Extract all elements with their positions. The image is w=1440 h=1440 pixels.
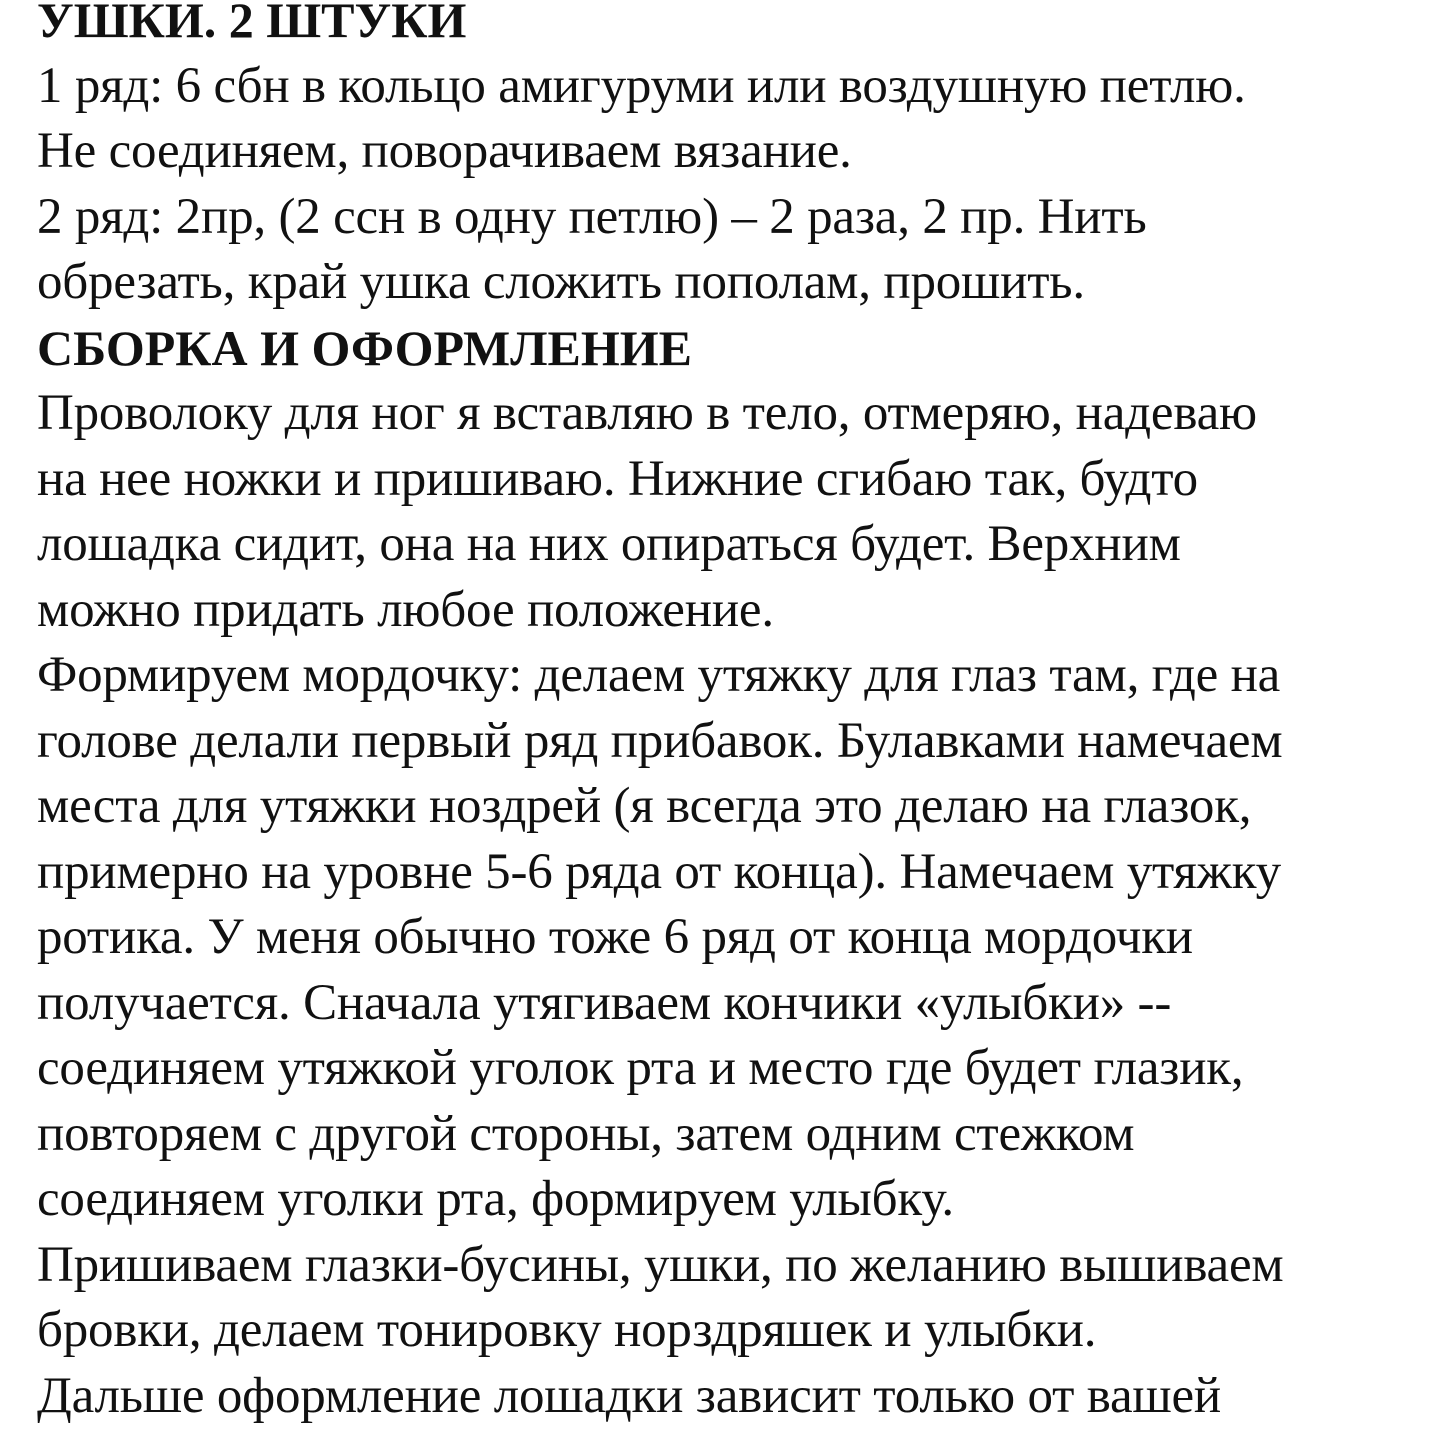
text-line: можно придать любое положение. (37, 581, 774, 638)
text-line: голове делали первый ряд прибавок. Булавками намечаем (37, 712, 1283, 769)
text-line: примерно на уровне 5-6 ряда от конца). Намечаем утяжку (37, 843, 1281, 900)
text-line: бровки, делаем тонировку норздряшек и улыбки. (37, 1302, 1097, 1358)
text-line: Пришиваем глазки-бусины, ушки, по желанию вышиваем (37, 1236, 1284, 1293)
text-line: 2 ряд: 2пр, (2 ссн в одну петлю) – 2 раза, 2 пр. Нить (37, 188, 1147, 245)
section-heading-assembly: СБОРКА И ОФОРМЛЕНИЕ (37, 319, 692, 376)
text-line: ротика. У меня обычно тоже 6 ряд от конца мордочки (37, 909, 1193, 965)
text-line: соединяем утяжкой уголок рта и место где будет глазик, (37, 1040, 1244, 1096)
document-page (37, 0, 1432, 1429)
text-line: Не соединяем, поворачиваем вязание. (37, 123, 852, 179)
text-line: Формируем мордочку: делаем утяжку для глаз там, где на (37, 647, 1281, 703)
text-line: Проволоку для ног я вставляю в тело, отмеряю, надеваю (37, 385, 1257, 441)
text-line: лошадка сидит, она на них опираться будет. Верхним (37, 516, 1181, 572)
text-line: места для утяжки ноздрей (я всегда это делаю на глазок, (37, 778, 1252, 834)
text-line: повторяем с другой стороны, затем одним стежком (37, 1105, 1135, 1162)
text-line: Дальше оформление лошадки зависит только от вашей (37, 1367, 1221, 1424)
section-heading-ears: УШКИ. 2 ШТУКИ (37, 0, 467, 48)
text-line: обрезать, край ушка сложить пополам, прошить. (37, 254, 1085, 310)
text-line: 1 ряд: 6 сбн в кольцо амигуруми или воздушную петлю. (37, 57, 1246, 114)
text-line: соединяем уголки рта, формируем улыбку. (37, 1171, 954, 1227)
text-line: получается. Сначала утягиваем кончики «улыбки» -- (37, 974, 1172, 1031)
text-line: на нее ножки и пришиваю. Нижние сгибаю так, будто (37, 450, 1198, 507)
